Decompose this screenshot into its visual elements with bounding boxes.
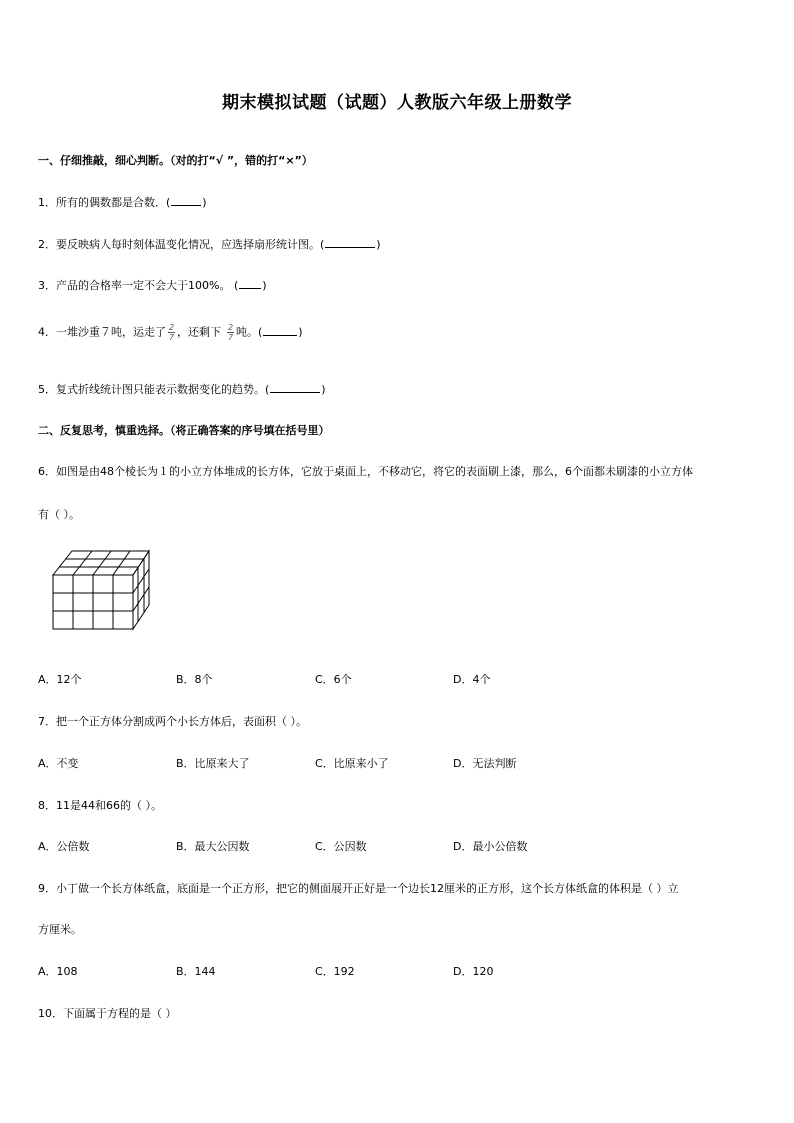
- fraction-2-denominator: 7: [227, 333, 234, 342]
- question-1-end: ): [202, 196, 207, 209]
- answer-blank-5[interactable]: [270, 383, 320, 393]
- question-6-option-d[interactable]: D．4个: [453, 673, 491, 686]
- question-7-option-c[interactable]: C．比原来小了: [315, 757, 389, 770]
- question-5-text: 复式折线统计图只能表示数据变化的趋势。(: [56, 383, 270, 396]
- question-9-option-d[interactable]: D．120: [453, 965, 494, 978]
- question-5: [38, 381, 326, 397]
- question-6-line-2: 有（ ）。: [38, 508, 80, 521]
- question-4-end: ): [298, 325, 303, 339]
- question-4-text-c: 吨。(: [236, 325, 263, 339]
- question-8: 8．11是44和66的（ ）。: [38, 799, 162, 812]
- answer-blank-4[interactable]: [263, 326, 297, 336]
- question-3-number: 3．: [38, 279, 56, 292]
- question-5-end: ): [321, 383, 326, 396]
- question-7-option-d[interactable]: D．无法判断: [453, 757, 517, 770]
- question-9-line-2: 方厘米。: [38, 923, 82, 936]
- question-3-end: ): [262, 279, 267, 292]
- question-6-option-b[interactable]: B．8个: [176, 673, 213, 686]
- question-2-text: 要反映病人每时刻体温变化情况，应选择扇形统计图。(: [56, 238, 325, 251]
- answer-blank-3[interactable]: [239, 279, 261, 289]
- answer-blank-1[interactable]: [171, 196, 201, 206]
- question-2: [38, 236, 381, 252]
- fraction-1: [168, 323, 175, 342]
- question-1: [38, 194, 207, 210]
- question-6-option-a[interactable]: A．12个: [38, 673, 82, 686]
- question-7-option-a[interactable]: A．不变: [38, 757, 79, 770]
- fraction-2-numerator: 2: [227, 323, 234, 332]
- question-10: 10．下面属于方程的是（ ）: [38, 1007, 177, 1020]
- section-1-heading: 一、仔细推敲，细心判断。（对的打“√ ”，错的打“×”）: [38, 154, 313, 167]
- question-1-text: 所有的偶数都是合数．(: [56, 196, 171, 209]
- question-4-number: 4．: [38, 325, 56, 339]
- question-9-line-1: 9．小丁做一个长方体纸盒，底面是一个正方形，把它的侧面展开正好是一个边长12厘米的正方形，这个长方体纸盒的体积是（ ）立: [38, 882, 679, 895]
- question-1-number: 1．: [38, 196, 56, 209]
- question-6-option-c[interactable]: C．6个: [315, 673, 352, 686]
- question-6-line-1: 6．如图是由48个棱长为１的小立方体堆成的长方体，它放于桌面上，不移动它，将它的表面刷上漆，那么，6个面都未刷漆的小立方体: [38, 465, 693, 478]
- question-5-number: 5．: [38, 383, 56, 396]
- question-7-option-b[interactable]: B．比原来大了: [176, 757, 250, 770]
- question-8-option-c[interactable]: C．公因数: [315, 840, 367, 853]
- question-9-option-a[interactable]: A．108: [38, 965, 78, 978]
- question-2-end: ): [376, 238, 381, 251]
- answer-blank-2[interactable]: [325, 238, 375, 248]
- cuboid-top-face: [53, 551, 149, 575]
- question-8-option-a[interactable]: A．公倍数: [38, 840, 90, 853]
- fraction-1-numerator: 2: [168, 323, 175, 332]
- question-8-option-d[interactable]: D．最小公倍数: [453, 840, 528, 853]
- question-9-option-b[interactable]: B．144: [176, 965, 216, 978]
- cuboid-figure: [50, 548, 155, 632]
- question-4-text-a: 一堆沙重７吨，运走了: [56, 325, 166, 339]
- section-2-heading: 二、反复思考，慎重选择。（将正确答案的序号填在括号里）: [38, 424, 330, 437]
- fraction-2: [227, 323, 234, 342]
- page-title: 期末模拟试题（试题）人教版六年级上册数学: [222, 93, 572, 113]
- question-3: [38, 277, 267, 293]
- question-8-option-b[interactable]: B．最大公因数: [176, 840, 250, 853]
- question-9-option-c[interactable]: C．192: [315, 965, 355, 978]
- question-4-text-b: ，还剩下: [177, 325, 221, 339]
- question-3-text: 产品的合格率一定不会大于100%。 (: [56, 279, 239, 292]
- fraction-1-denominator: 7: [168, 333, 175, 342]
- question-4: [38, 323, 303, 342]
- question-7: 7．把一个正方体分割成两个小长方体后，表面积（ ）。: [38, 715, 307, 728]
- question-2-number: 2．: [38, 238, 56, 251]
